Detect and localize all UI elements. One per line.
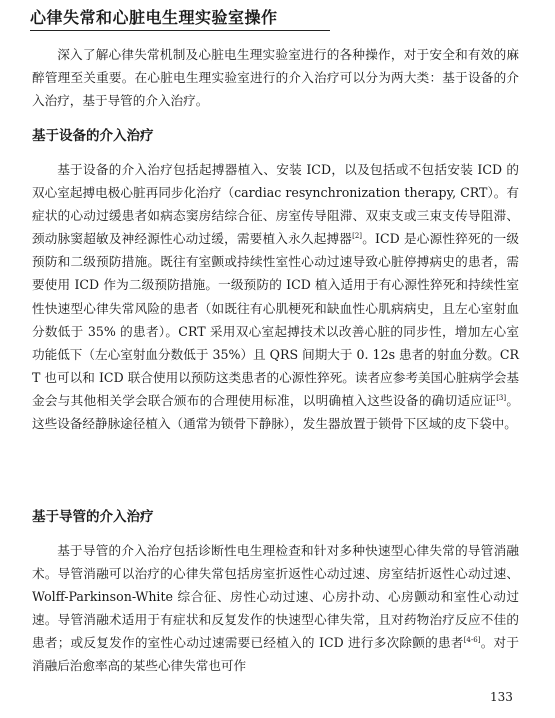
device-text-1: 基于设备的介入治疗包括起搏器植入、安装 ICD，以及包括或不包括安装 ICD 的双心室起搏电极心脏再同步化治疗（cardiac resynchronization therapy, CRT）。有症状的心动过缓患者如病态窦房结综合征、房室传导阻滞、双束支或三束支传导阻滞、颈动脉窦超敏及神经源性心动过缓，需要植入永久起搏器 [32,162,519,247]
citation-ref: [2] [352,232,363,241]
device-text-3: 。这些设备经静脉途径植入（通常为锁骨下静脉），发生器放置于锁骨下区域的皮下袋中。 [32,392,520,432]
device-text-2: 。ICD 是心源性猝死的一级预防和二级预防措施。既往有室颤或持续性室性心动过速导致心脏停搏病史的患者，需要使用 ICD 作为二级预防措施。一级预防的 ICD 植入适用于有心源性猝死和持续性室性快速型心律失常风险的患者（如既往有心肌梗死和缺血性心肌病病史，且左心室射血分数低于 35% 的患者）。CRT 采用双心室起搏技术以改善心脏的同步性，增加左心室功能低下（左心室射血分数低于 35%）且 QRS 间期大于 0. 12s 患者的射血分数。CRT 也可以和 ICD 联合使用以预防这类患者的心源性猝死。读者应参考美国心脏病学会基金会与其他相关学会联合颁布的合理使用标准，以明确植入这些设备的确切适应证 [32,231,519,408]
citation-ref: [3] [496,393,507,402]
chapter-title: 心律失常和心脏电生理实验室操作 [30,8,278,27]
section-heading-device: 基于设备的介入治疗 [32,128,154,144]
page-number: 133 [490,690,513,704]
device-paragraph [32,158,519,435]
section-heading-catheter: 基于导管的介入治疗 [32,509,154,525]
catheter-text-1: 基于导管的介入治疗包括诊断性电生理检查和针对多种快速型心律失常的导管消融术。导管消融可以治疗的心律失常包括房室折返性心动过速、房室结折返性心动过速、Wolff-Parkinson-White 综合征、房性心动过速、心房扑动、心房颤动和室性心动过速。导管消融术适用于有症状和反复发作的快速型心律失常，且对药物治疗反应不佳的患者；或反复发作的室性心动过速需要已经植入的 ICD 进行多次除颤的患者 [32,543,519,651]
intro-paragraph: 深入了解心律失常机制及心脏电生理实验室进行的各种操作，对于安全和有效的麻醉管理至关重要。在心脏电生理实验室进行的介入治疗可以分为两大类：基于设备的介入治疗，基于导管的介入治疗。 [32,47,519,109]
catheter-paragraph [32,539,519,678]
catheter-text-2: 。对于消融后治愈率高的某些心律失常也可作 [32,635,519,674]
running-header [30,8,330,31]
citation-ref: [4-6] [463,636,481,645]
